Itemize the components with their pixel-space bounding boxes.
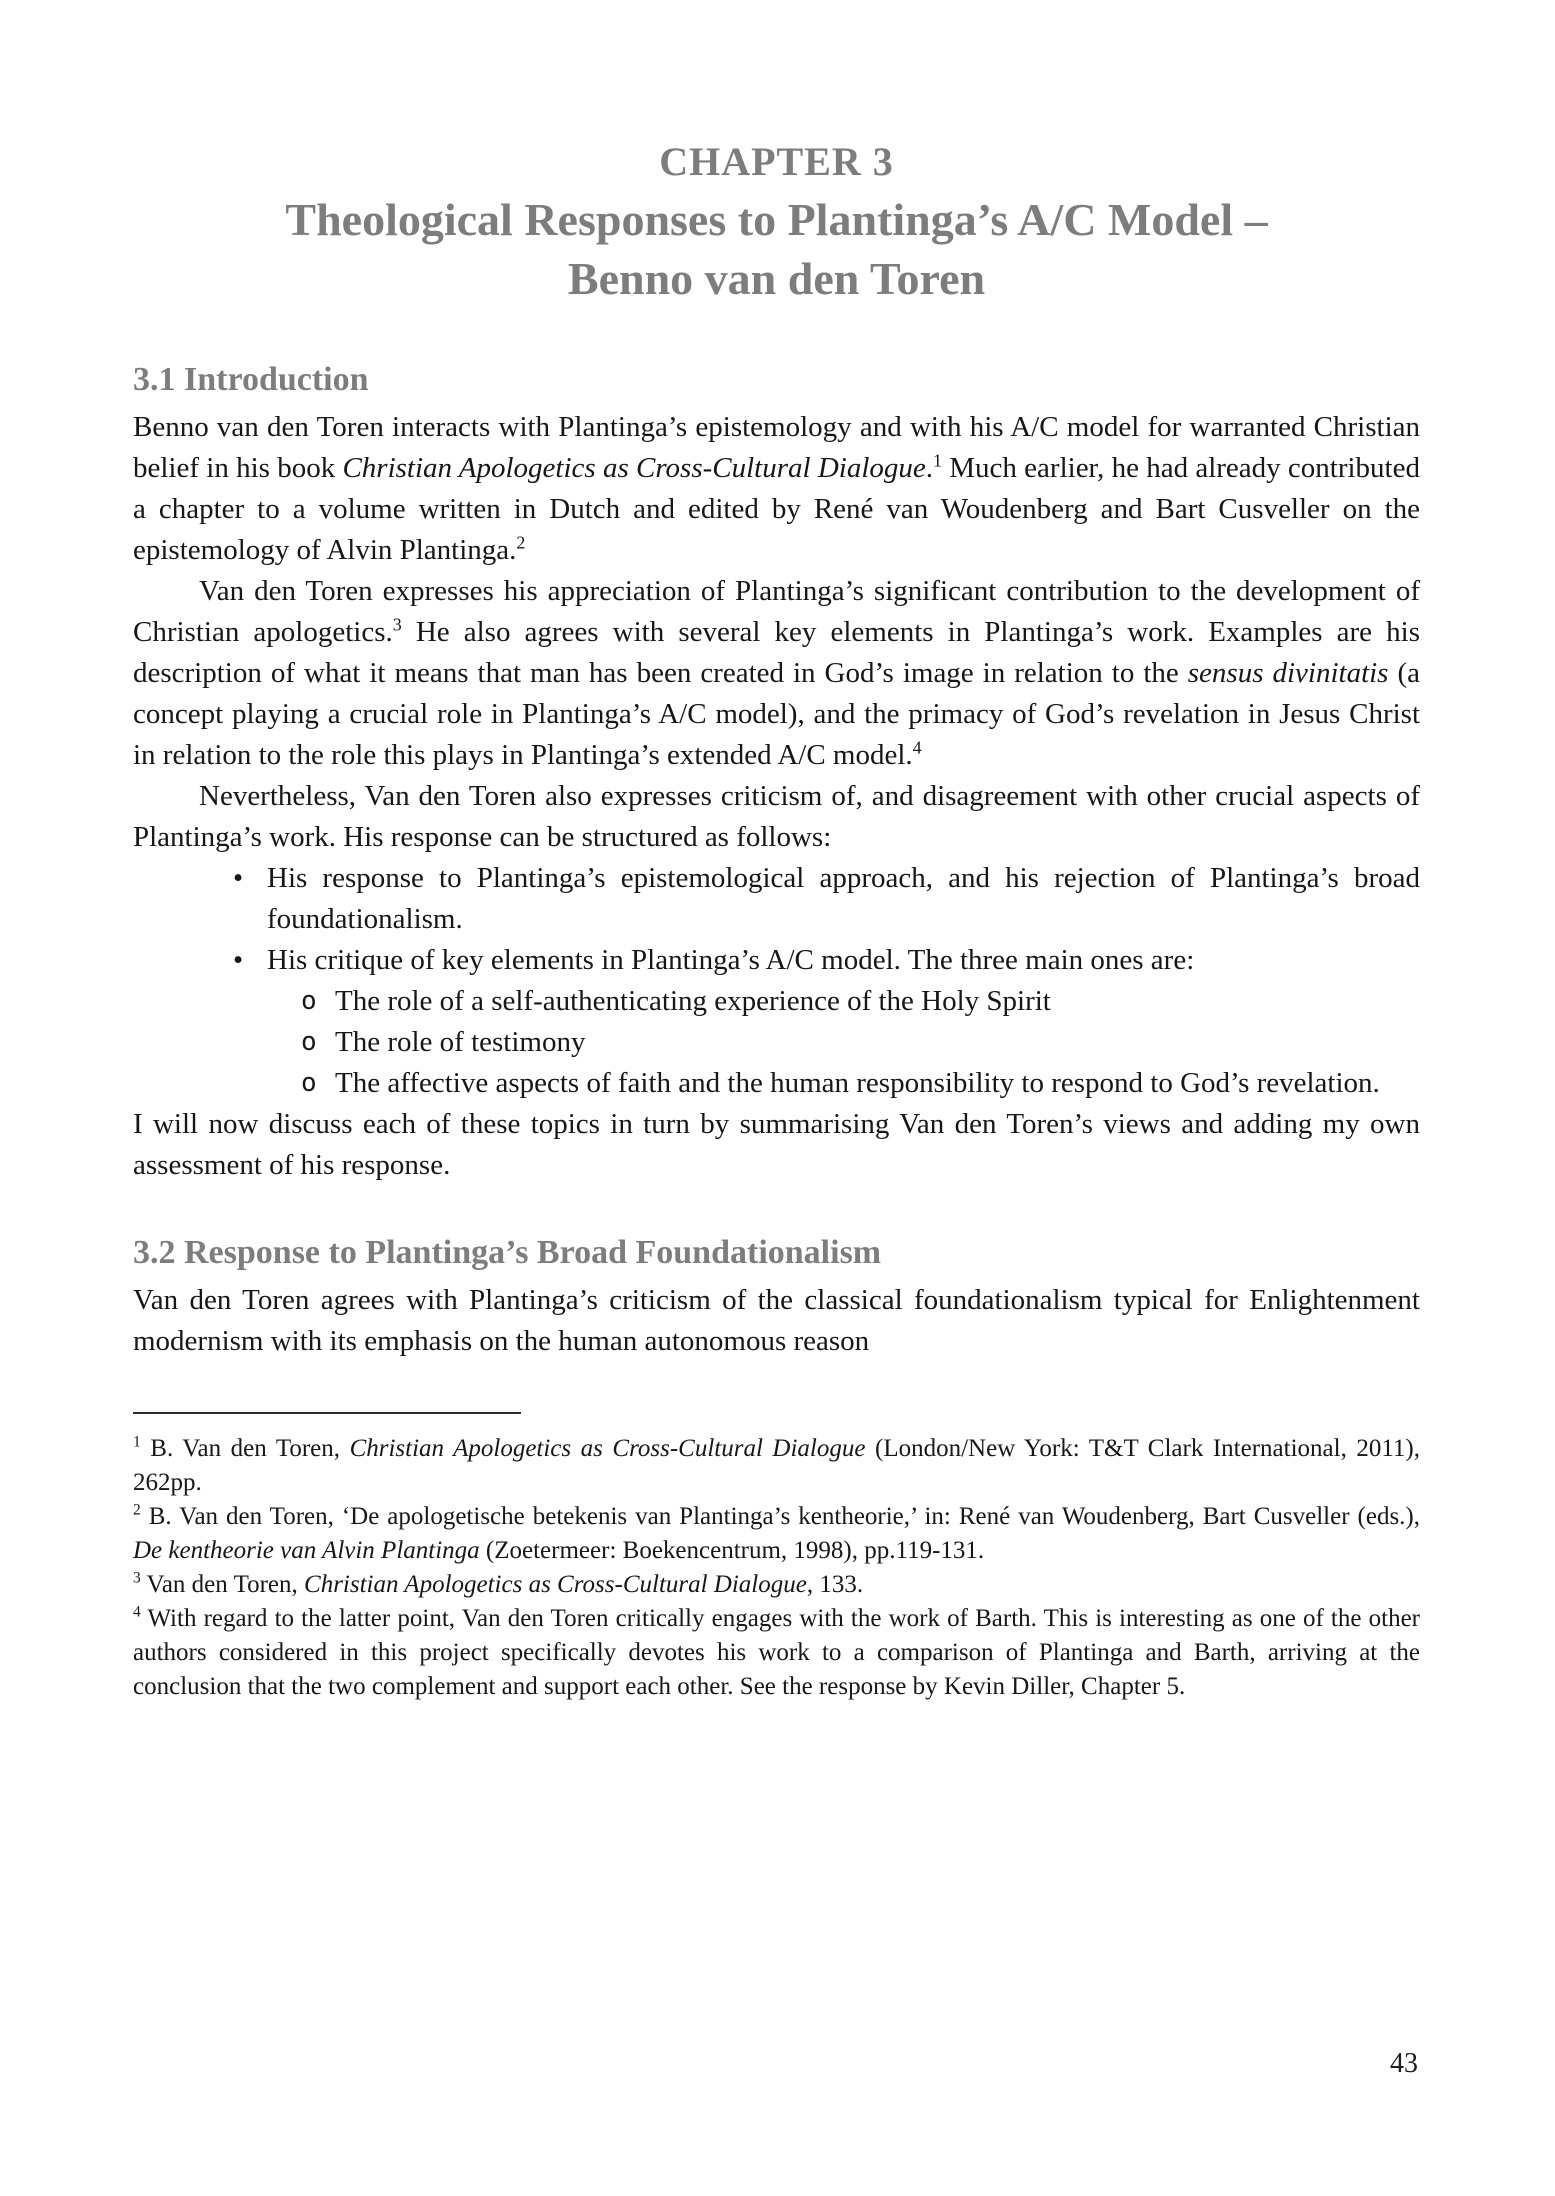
- footnote-separator-rule: [133, 1412, 521, 1414]
- chapter-title: [133, 191, 1420, 309]
- circle-bullet-marker: o: [301, 1026, 317, 1057]
- footnote-2: $^2$ B. Van den Toren, ‘De apologetische betekenis van Plantinga’s kentheorie,’ in: René van Woudenberg, Bart Cusveller (eds.), De kentheorie van Alvin Plantinga (Zoetermeer: Boekencentrum, 1998), pp.119-131.: [133, 1501, 1420, 1564]
- list-subitem: [133, 1022, 1420, 1063]
- page-number: 43: [1390, 2048, 1418, 2079]
- section-response-foundationalism: [133, 1234, 1420, 1362]
- chapter-title-line1: Theological Responses to Plantinga’s A/C Model –: [285, 194, 1268, 245]
- footnotes-area: [133, 1412, 1420, 1704]
- footnote-3: $^3$ Van den Toren, Christian Apologetics as Cross-Cultural Dialogue, 133.: [133, 1569, 864, 1598]
- section2-paragraph-1: Van den Toren agrees with Plantinga’s criticism of the classical foundationalism typical for Enlightenment modernism with its emphasis on the human autonomous reason: [133, 1283, 1420, 1357]
- list-subitem-text: The role of a self-authenticating experience of the Holy Spirit: [335, 984, 1051, 1017]
- chapter-header: [133, 138, 1420, 309]
- intro-paragraph-2: Van den Toren expresses his appreciation of Plantinga’s significant contribution to the development of Christian apologetics.$^3$ He also agrees with several key elements in Plantinga’s work. Examples are his description of what it means that man has been created in God’s image in relation to the sensus divinitatis (a concept playing a crucial role in Plantinga’s A/C model), and the primacy of God’s revelation in Jesus Christ in relation to the role this plays in Plantinga’s extended A/C model.$^4$: [133, 574, 1420, 771]
- list-item-text: His critique of key elements in Plantinga’s A/C model. The three main ones are:: [267, 943, 1195, 976]
- bullet-marker: •: [233, 943, 244, 976]
- list-subitem-text: The role of testimony: [335, 1025, 586, 1058]
- list-item-text: His response to Plantinga’s epistemological approach, and his rejection of Plantinga’s broad foundationalism.: [267, 861, 1420, 935]
- section-heading-3-1: 3.1 Introduction: [133, 360, 369, 398]
- bullet-marker: •: [233, 861, 244, 894]
- chapter-label: CHAPTER 3: [659, 139, 894, 184]
- circle-bullet-marker: o: [301, 985, 317, 1016]
- intro-paragraph-1: Benno van den Toren interacts with Plantinga’s epistemology and with his A/C model for warranted Christian belief in his book Christian Apologetics as Cross-Cultural Dialogue.$^1$ Much earlier, he had already contributed a chapter to a volume written in Dutch and edited by René van Woudenberg and Bart Cusveller on the epistemology of Alvin Plantinga.$^2$: [133, 410, 1420, 566]
- section-heading-3-2: 3.2 Response to Plantinga’s Broad Foundationalism: [133, 1233, 882, 1271]
- footnote-4: $^4$ With regard to the latter point, Van den Toren critically engages with the work of Barth. This is interesting as one of the other authors considered in this project specifically devotes his work to a comparison of Plantinga and Barth, arriving at the conclusion that the two complement and support each other. See the response by Kevin Diller, Chapter 5.: [133, 1603, 1420, 1700]
- list-item: [133, 940, 1420, 981]
- list-subitem: [133, 981, 1420, 1022]
- circle-bullet-marker: o: [301, 1067, 317, 1098]
- list-subitem-text: The affective aspects of faith and the human responsibility to respond to God’s revelation.: [335, 1066, 1380, 1099]
- section-introduction: [133, 361, 1420, 1186]
- intro-closing-paragraph: I will now discuss each of these topics in turn by summarising Van den Toren’s views and adding my own assessment of his response.: [133, 1107, 1420, 1181]
- list-item: [133, 858, 1420, 940]
- list-subitem: [133, 1063, 1420, 1104]
- footnote-1: $^1$ B. Van den Toren, Christian Apologetics as Cross-Cultural Dialogue (London/New York: T&T Clark International, 2011), 262pp.: [133, 1433, 1421, 1496]
- intro-paragraph-3: Nevertheless, Van den Toren also expresses criticism of, and disagreement with other crucial aspects of Plantinga’s work. His response can be structured as follows:: [133, 779, 1420, 853]
- chapter-title-line2: Benno van den Toren: [567, 252, 986, 304]
